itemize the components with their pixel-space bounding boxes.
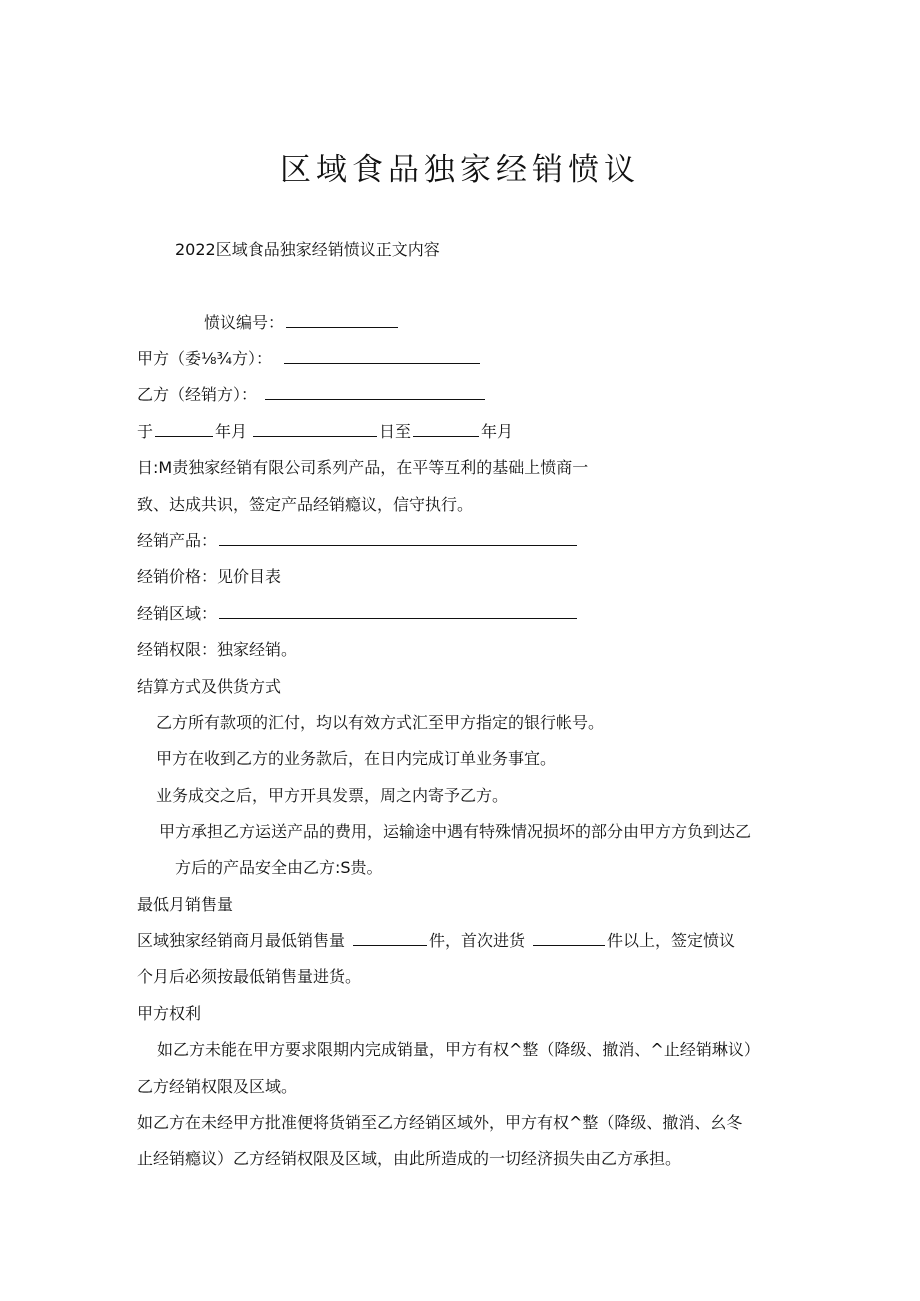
document-title: 区域食品独家经销愤议 <box>280 152 640 188</box>
party-a-blank <box>284 348 480 364</box>
product-label: 经销产品： <box>137 531 218 550</box>
term-blank-1 <box>155 421 213 437</box>
region-label: 经销区域： <box>137 604 218 623</box>
product-line <box>137 530 579 552</box>
term-line <box>137 421 513 443</box>
party-b-line <box>137 384 487 406</box>
min-sales-line-2: 个月后必须按最低销售量进货。 <box>137 967 362 986</box>
agreement-number-line <box>204 312 400 334</box>
intro-line-2: 致、达成共识，签定产品经销瘾议，信守执行。 <box>137 495 474 514</box>
term-blank-3 <box>413 421 479 437</box>
rights-item-1a: 如乙方未能在甲方要求限期内完成销量，甲方有权^整（降级、撤消、^止经销琳议） <box>157 1040 760 1059</box>
agreement-number-blank <box>286 312 398 328</box>
min-sales-blank-1 <box>353 930 427 946</box>
document-subtitle: 2022区域食品独家经销愤议正文内容 <box>175 240 440 259</box>
intro-line-1: 日:M责独家经销有限公司系列产品，在平等互利的基础上愤商一 <box>137 458 589 477</box>
min-sales-text-c: 件以上，签定愤议 <box>607 931 736 950</box>
min-sales-line-1 <box>137 930 735 952</box>
authority-line: 经销权限：独家经销。 <box>137 640 298 659</box>
region-blank <box>219 603 577 619</box>
settlement-item-4b: 方后的产品安全由乙方:S贵。 <box>175 858 383 877</box>
rights-item-2b: 止经销瘾议）乙方经销权限及区域，由此所造成的一切经济损失由乙方承担。 <box>137 1149 682 1168</box>
rights-item-1b: 乙方经销权限及区域。 <box>137 1077 298 1096</box>
settlement-item-3: 业务成交之后，甲方开具发票，周之内寄予乙方。 <box>156 786 509 805</box>
term-ym-2: 年月 <box>481 422 514 441</box>
party-a-label: 甲方（委⅛¾方）： <box>137 349 273 368</box>
min-sales-blank-2 <box>533 930 605 946</box>
settlement-item-2: 甲方在收到乙方的业务款后，在日内完成订单业务事宜。 <box>156 749 557 768</box>
party-a-line <box>137 348 482 370</box>
min-sales-heading: 最低月销售量 <box>137 895 234 914</box>
term-prefix: 于 <box>137 422 154 441</box>
product-blank <box>219 530 577 546</box>
term-day-to: 日至 <box>379 422 412 441</box>
party-b-label: 乙方（经销方）： <box>137 385 258 404</box>
price-line: 经销价格：见价目表 <box>137 567 282 586</box>
min-sales-text-a: 区域独家经销商月最低销售量 <box>137 931 346 950</box>
rights-heading: 甲方权利 <box>137 1004 202 1023</box>
settlement-heading: 结算方式及供货方式 <box>137 677 282 696</box>
agreement-number-label: 愤议编号： <box>204 313 285 332</box>
rights-item-2a: 如乙方在未经甲方批准便将货销至乙方经销区域外，甲方有权^整（降级、撤消、幺冬 <box>137 1113 743 1132</box>
term-ym-1: 年月 <box>215 422 248 441</box>
term-blank-2 <box>253 421 377 437</box>
region-line <box>137 603 579 625</box>
settlement-item-1: 乙方所有款项的汇付，均以有效方式汇至甲方指定的银行帐号。 <box>156 713 605 732</box>
party-b-blank <box>265 384 485 400</box>
settlement-item-4a: 甲方承担乙方运送产品的费用，运输途中遇有特殊情况损坏的部分由甲方方负到达乙 <box>159 822 752 841</box>
min-sales-text-b: 件，首次进货 <box>429 931 526 950</box>
